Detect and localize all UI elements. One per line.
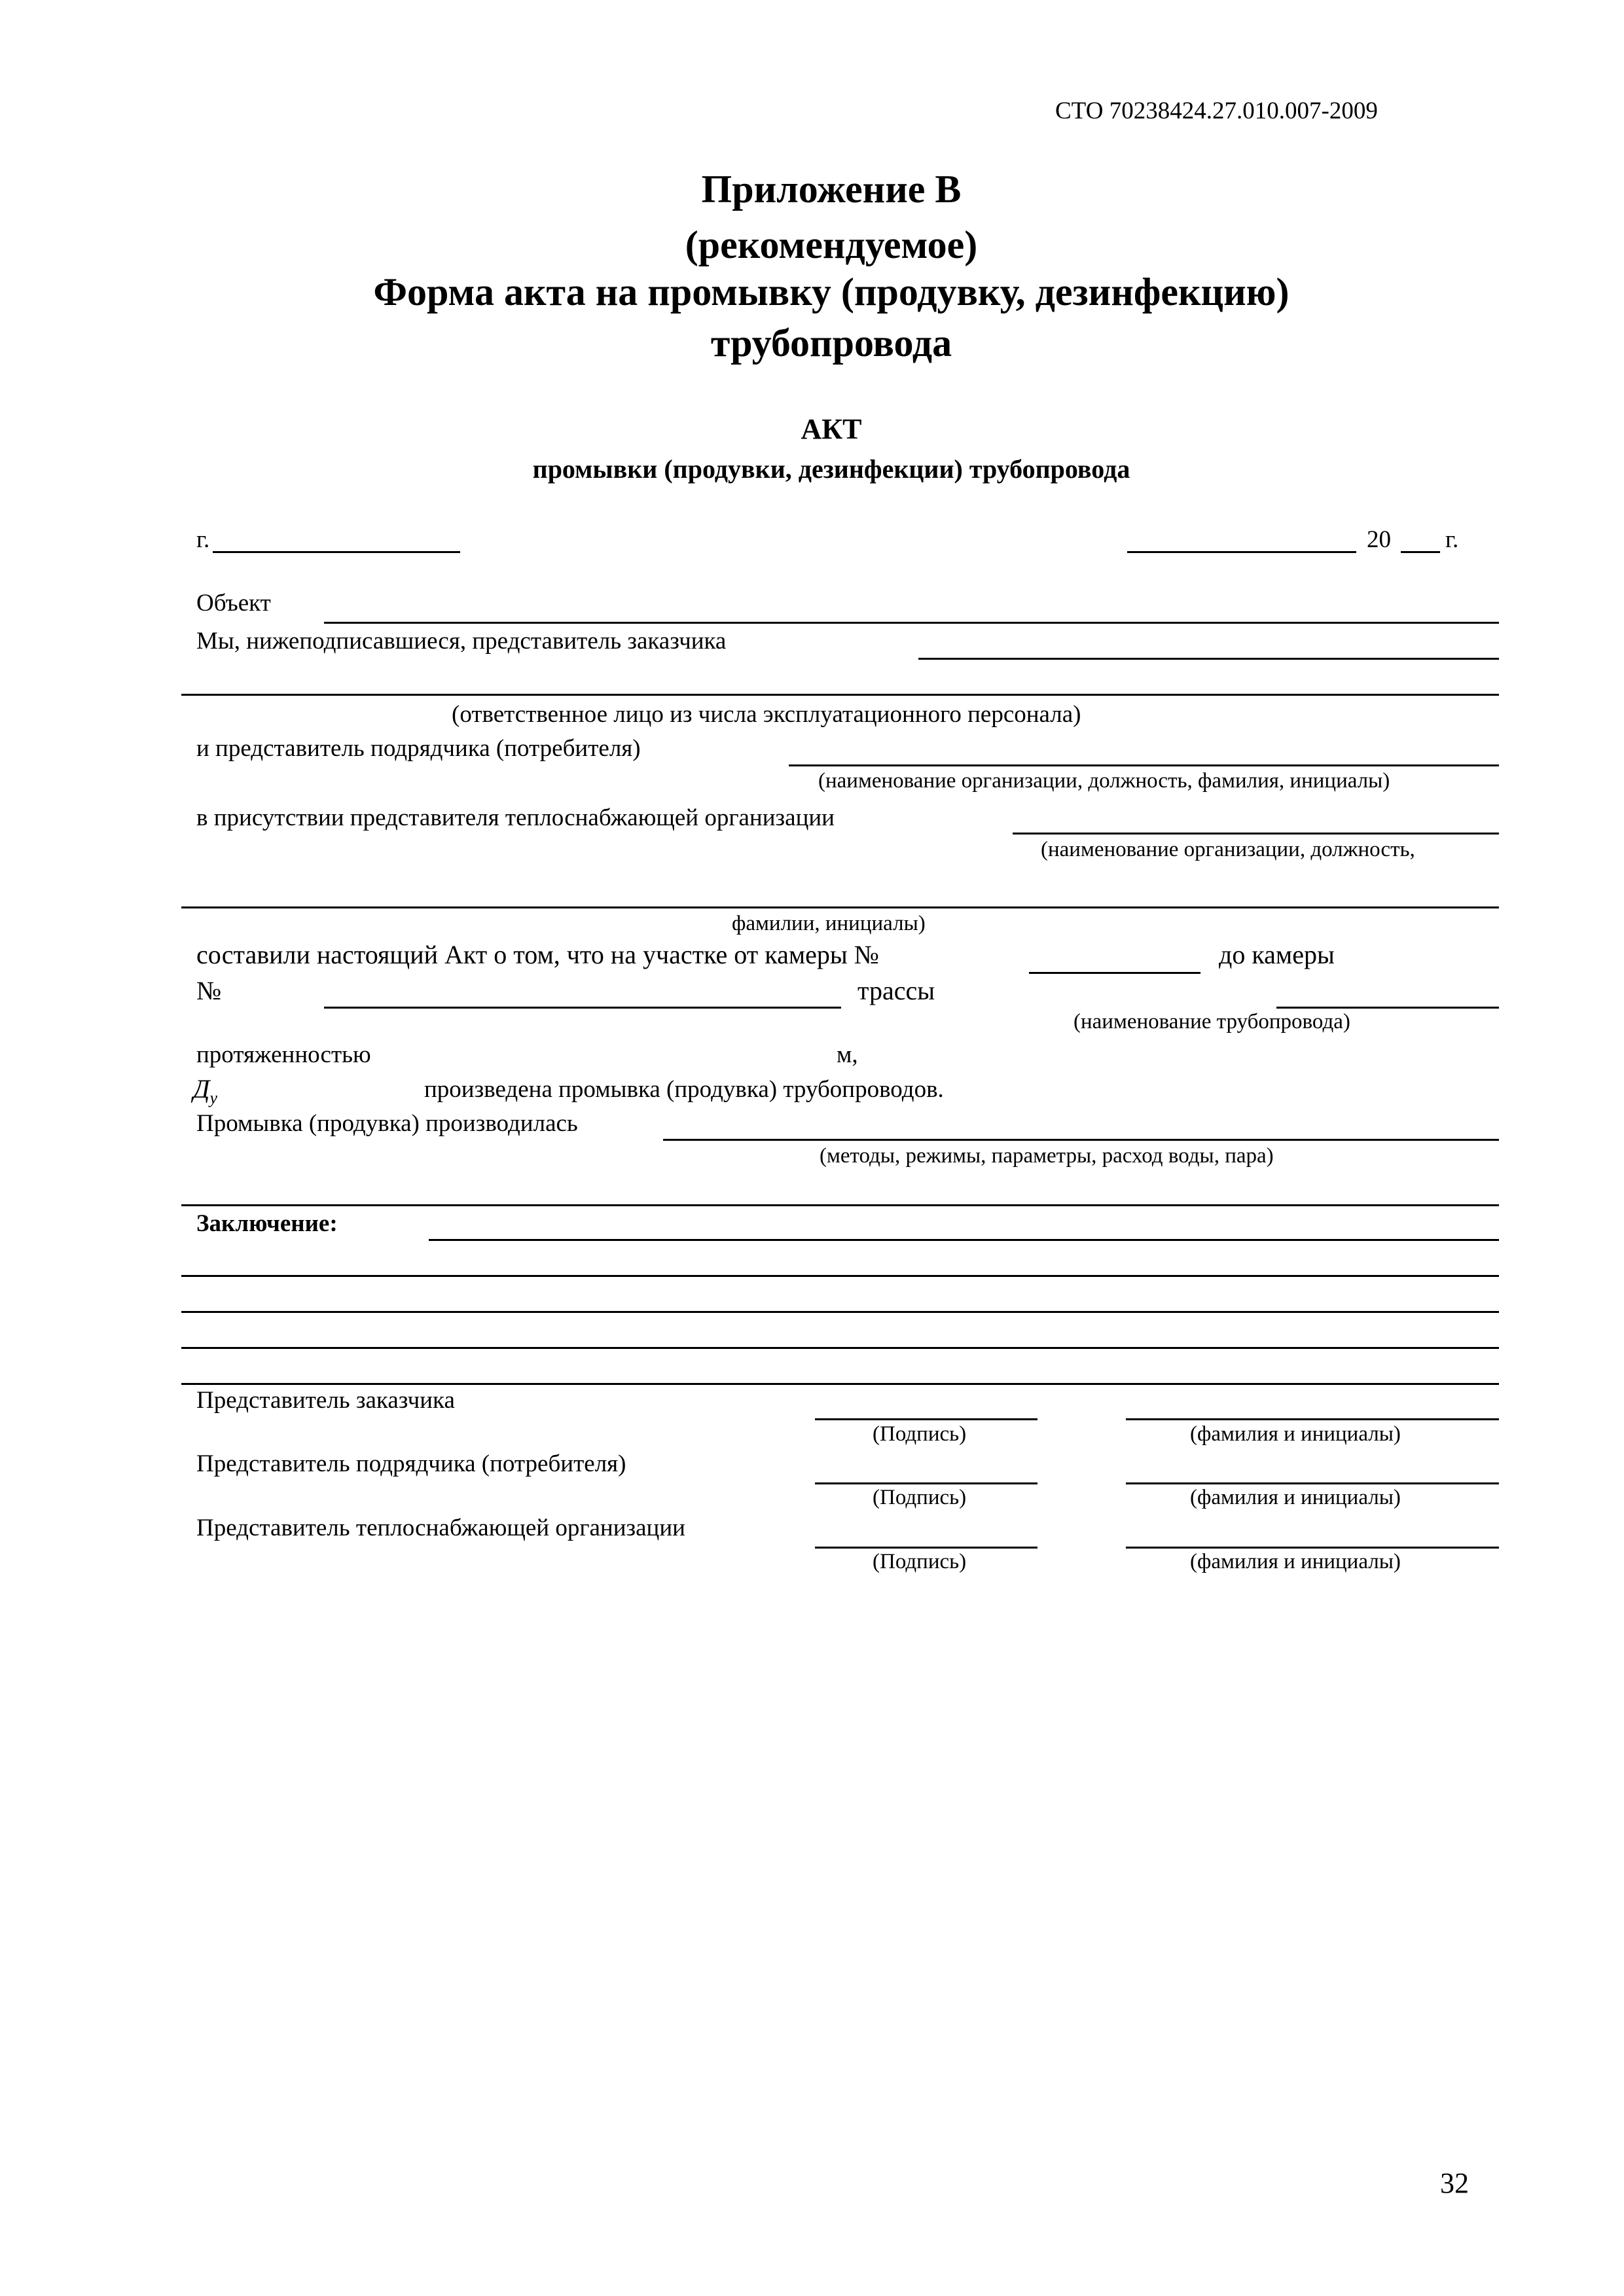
pipeline-hint: (наименование трубопровода) <box>1074 1010 1350 1033</box>
meters-label: м, <box>837 1041 858 1068</box>
signature-hint-customer: (Подпись) <box>873 1422 967 1446</box>
city-prefix: г. <box>196 526 210 553</box>
signature-field-customer[interactable] <box>815 1418 1038 1420</box>
conclusion-label: Заключение: <box>196 1210 338 1237</box>
compiled-text: составили настоящий Акт о том, что на участке от камеры № <box>196 940 879 969</box>
heat-supplier-label: в присутствии представителя теплоснабжающей организации <box>196 804 835 831</box>
act-subheading: промывки (продувки, дезинфекции) трубопровода <box>532 454 1130 484</box>
year-prefix: 20 <box>1367 526 1391 553</box>
flushing-method-field[interactable] <box>663 1139 1499 1141</box>
flushing-method-hint: (методы, режимы, параметры, расход воды, пара) <box>820 1144 1274 1168</box>
name-field-contractor[interactable] <box>1126 1482 1499 1484</box>
act-heading: АКТ <box>801 413 862 445</box>
nominal-diameter-symbol <box>193 1073 217 1108</box>
conclusion-field-5[interactable] <box>181 1383 1499 1385</box>
name-field-customer[interactable] <box>1126 1418 1499 1420</box>
date-field[interactable] <box>1127 551 1356 553</box>
contractor-label: и представитель подрядчика (потребителя) <box>196 735 641 762</box>
heat-supplier-hint-2: фамилии, инициалы) <box>732 912 926 935</box>
form-title-continuation: трубопровода <box>710 321 952 365</box>
appendix-title: Приложение В <box>701 168 962 211</box>
performed-text: произведена промывка (продувка) трубопроводов. <box>424 1076 944 1103</box>
pipeline-name-field[interactable] <box>1276 1007 1499 1009</box>
signature-hint-heat-supplier: (Подпись) <box>873 1550 967 1573</box>
document-code: СТО 70238424.27.010.007-2009 <box>1055 98 1378 124</box>
customer-rep-label: Мы, нижеподписавшиеся, представитель заказчика <box>196 628 727 655</box>
signature-field-contractor[interactable] <box>815 1482 1038 1484</box>
year-field[interactable] <box>1401 551 1440 553</box>
conclusion-field-2[interactable] <box>181 1275 1499 1277</box>
contractor-hint: (наименование организации, должность, фамилия, инициалы) <box>818 769 1390 793</box>
signature-label-customer: Представитель заказчика <box>196 1387 455 1414</box>
appendix-status: (рекомендуемое) <box>685 223 978 266</box>
name-field-heat-supplier[interactable] <box>1126 1547 1499 1549</box>
from-chamber-field[interactable] <box>1029 972 1200 974</box>
customer-rep-field-line2[interactable] <box>181 694 1499 696</box>
heat-supplier-hint: (наименование организации, должность, <box>1041 838 1415 861</box>
du-main: Д <box>193 1074 210 1103</box>
signature-field-heat-supplier[interactable] <box>815 1547 1038 1549</box>
du-subscript: у <box>209 1088 217 1107</box>
object-field[interactable] <box>324 622 1499 624</box>
signature-label-heat-supplier: Представитель теплоснабжающей организации <box>196 1515 685 1541</box>
page-number: 32 <box>1440 2167 1469 2199</box>
heat-supplier-field[interactable] <box>1013 833 1499 834</box>
contractor-field[interactable] <box>789 764 1499 766</box>
route-label: трассы <box>857 976 935 1005</box>
number-sign: № <box>196 976 222 1005</box>
year-suffix: г. <box>1445 526 1459 553</box>
name-hint-contractor: (фамилия и инициалы) <box>1190 1486 1401 1509</box>
object-label: Объект <box>196 590 271 617</box>
heat-supplier-field-line2[interactable] <box>181 906 1499 908</box>
length-label: протяженностью <box>196 1041 371 1068</box>
conclusion-field-4[interactable] <box>181 1347 1499 1349</box>
to-chamber-field[interactable] <box>324 1007 841 1009</box>
form-title: Форма акта на промывку (продувку, дезинфекцию) <box>373 270 1290 314</box>
name-hint-customer: (фамилия и инициалы) <box>1190 1422 1401 1446</box>
conclusion-field-1[interactable] <box>429 1239 1499 1241</box>
conclusion-field-3[interactable] <box>181 1311 1499 1313</box>
customer-rep-hint: (ответственное лицо из числа эксплуатационного персонала) <box>452 701 1081 728</box>
flushing-label: Промывка (продувка) производилась <box>196 1110 578 1137</box>
city-field[interactable] <box>213 551 460 553</box>
flushing-method-field-line2[interactable] <box>181 1204 1499 1206</box>
name-hint-heat-supplier: (фамилия и инициалы) <box>1190 1550 1401 1573</box>
signature-label-contractor: Представитель подрядчика (потребителя) <box>196 1450 626 1477</box>
signature-hint-contractor: (Подпись) <box>873 1486 967 1509</box>
customer-rep-field[interactable] <box>918 658 1499 660</box>
to-chamber-label: до камеры <box>1219 940 1335 969</box>
